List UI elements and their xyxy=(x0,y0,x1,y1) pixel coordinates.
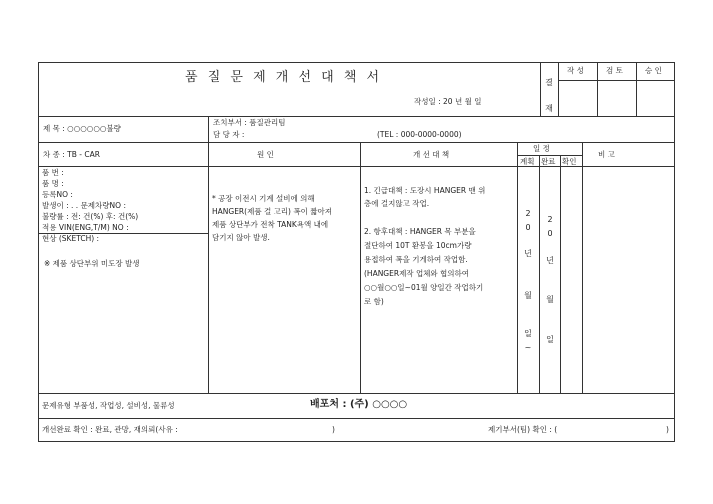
approval-col-write: 작 성 xyxy=(567,66,584,75)
rule-cause-column xyxy=(360,142,361,393)
done-date-char: 2 xyxy=(547,215,553,224)
rule-sched-col1 xyxy=(539,155,540,393)
remark-header: 비 고 xyxy=(598,150,615,159)
rule-header-bottom xyxy=(38,166,675,167)
plan-date-char: 2 xyxy=(525,209,531,218)
plan-date-char: 일 xyxy=(524,329,532,338)
done-date-char: 년 xyxy=(546,256,554,265)
plan-date-char: 월 xyxy=(524,291,532,300)
vehicle-label: 차 종 : TB - CAR xyxy=(43,150,100,159)
done-date-char: 월 xyxy=(546,295,554,304)
rule-title-bottom xyxy=(38,116,675,117)
done-date-char: 0 xyxy=(547,229,553,238)
rule-approval-side xyxy=(540,62,541,116)
plan-line-8: ○○월○○일~01월 양일간 작업하기 xyxy=(364,283,484,292)
manager-field: 담 당 자 : xyxy=(213,130,245,139)
register-no-label: 등록NO : xyxy=(42,190,73,199)
plan-line-4: 2. 항후대책 : HANGER 목 부분을 xyxy=(364,227,476,236)
page-title: 품 질 문 제 개 선 대 책 서 xyxy=(185,70,383,85)
distribution-field: 배포처 : (주) ○○○○ xyxy=(310,399,408,410)
done-date-char: 일 xyxy=(546,335,554,344)
symptom-text: ※ 제품 상단부위 미도장 발생 xyxy=(44,259,140,268)
schedule-col-done: 완료 xyxy=(541,157,556,166)
cause-line-2: HANGER(제품 걸 고리) 폭이 짧아져 xyxy=(212,207,332,216)
approval-col-approve: 승 인 xyxy=(645,66,662,75)
plan-date-char: 0 xyxy=(525,223,531,232)
cause-line-1: * 공장 이전시 기계 설비에 의해 xyxy=(212,194,315,203)
plan-line-6: 용접하여 폭을 기게하여 작업함. xyxy=(364,255,468,264)
schedule-col-plan: 계획 xyxy=(520,157,535,166)
tel-field: (TEL : 000-0000-0000) xyxy=(377,130,462,139)
rule-left-column xyxy=(208,116,209,393)
plan-header: 개 선 대 책 xyxy=(413,150,450,159)
sketch-label: 현상 (SKETCH) : xyxy=(42,234,100,243)
cause-header: 원 인 xyxy=(257,150,274,159)
occurrence-label: 발생이 : . . 문제차량NO : xyxy=(42,201,126,210)
defect-rate-label: 불량률 : 전: 건(%) 후: 건(%) xyxy=(42,212,139,221)
cause-line-3: 제품 상단부가 전착 TANK욕액 내에 xyxy=(212,220,329,229)
approval-side-label: 결재 xyxy=(545,78,553,113)
rule-approval-label xyxy=(558,62,559,116)
approval-col-review: 검 토 xyxy=(606,66,623,75)
rule-plan-column xyxy=(517,142,518,393)
rule-approval-col2 xyxy=(636,62,637,116)
rule-body-bottom xyxy=(38,393,675,394)
plan-line-7: (HANGER제작 업체와 협의하여 xyxy=(364,269,470,278)
plan-date-char: ~ xyxy=(524,343,532,352)
part-name-label: 품 명 : xyxy=(42,179,64,188)
completion-check-end: ) xyxy=(332,425,335,434)
part-number-label: 품 번 : xyxy=(42,168,64,177)
rule-sched-col3 xyxy=(582,142,583,393)
problem-type-field: 문제유형 부품성, 작업성, 설비성, 물류성 xyxy=(42,401,175,410)
plan-line-2: 층에 걸지않고 작업. xyxy=(364,199,430,208)
rule-sched-col2 xyxy=(560,155,561,393)
date-label: 작성일 : 20 년 월 일 xyxy=(414,97,482,106)
rule-schedule-split xyxy=(517,155,582,156)
rule-approval-col1 xyxy=(597,62,598,116)
rule-dist-bottom xyxy=(38,418,675,419)
item-title: 제 목 : ○○○○○○불량 xyxy=(43,124,121,133)
plan-date-char: 년 xyxy=(524,249,532,258)
raising-dept-end: ) xyxy=(666,425,669,434)
completion-check-field: 개선완료 확인 : 완료, 관망, 재의뢰(사유 : xyxy=(42,425,178,434)
plan-line-5: 절단하여 10T 환봉을 10cm가량 xyxy=(364,241,472,250)
cause-line-4: 담기지 않아 발생. xyxy=(212,233,270,242)
raising-dept-field: 제기부서(팀) 확인 : ( xyxy=(488,425,558,434)
plan-line-9: 로 함) xyxy=(364,297,384,306)
rule-approval-split xyxy=(558,80,675,81)
vin-label: 적용 VIN(ENG,T/M) NO : xyxy=(42,223,129,232)
rule-item-bottom xyxy=(38,142,675,143)
dept-field: 조치부서 : 품질관리팀 xyxy=(213,118,286,127)
schedule-header: 일 정 xyxy=(533,144,550,153)
document-frame xyxy=(38,62,675,442)
schedule-col-check: 확인 xyxy=(562,157,577,166)
plan-line-1: 1. 긴급대책 : 도장시 HANGER 맨 위 xyxy=(364,186,486,195)
